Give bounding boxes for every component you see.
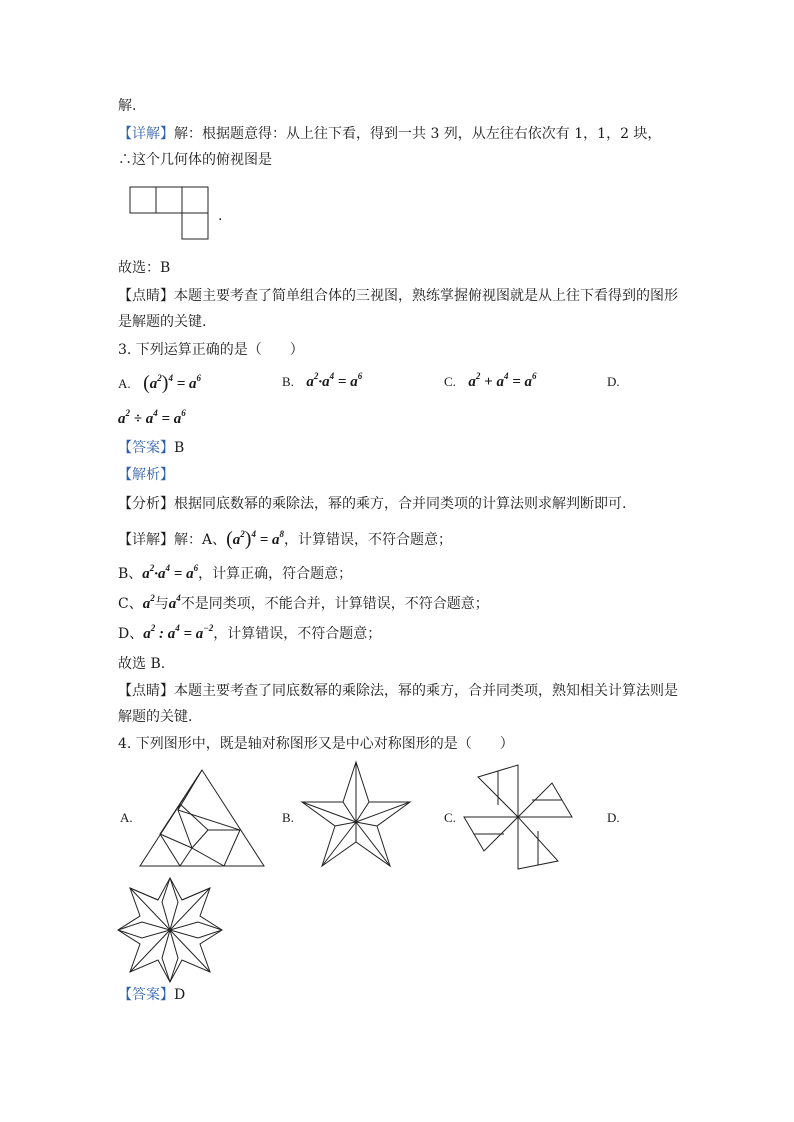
solution-c [118, 594, 489, 615]
option-label: B. [282, 374, 294, 389]
text-line: 故选 B. [118, 656, 166, 672]
text-line: 解题的关键. [118, 709, 193, 725]
q3-option-d [607, 372, 628, 392]
text-line: 解. [118, 98, 137, 114]
review-tag: 【点睛】 [118, 288, 174, 304]
question-4: 4. 下列图形中，既是轴对称图形又是中心对称图形的是（ ） [118, 736, 514, 752]
review-text: 本题主要考查了同底数幂的乘除法，幂的乘方，合并同类项，熟知相关计算法则是 [174, 683, 678, 699]
text-line: 故选：B [118, 260, 171, 276]
solution-tag: 【详解】 [118, 532, 174, 548]
figure-d-ornament [118, 878, 222, 982]
review-line [118, 286, 678, 306]
detail-tag: 【详解】 [118, 126, 174, 142]
square-4 [182, 213, 208, 239]
q3-d-expr: $a^2 \div a^4 = a^6$ [118, 408, 186, 427]
analysis-tag: 【分析】 [118, 496, 174, 512]
detail-text: 解：根据题意得：从上往下看，得到一共 3 列，从左往右依次有 1，1，2 块， [174, 126, 662, 142]
answer-tag: 【答案】 [118, 987, 174, 1003]
solution-suffix: 不是同类项，不能合并，计算错误，不符合题意； [180, 596, 489, 612]
top-view-figure [130, 187, 210, 241]
solution-prefix: B、 [118, 566, 143, 582]
solution-suffix: ，计算错误，不符合题意； [284, 532, 453, 548]
answer-4 [118, 985, 185, 1005]
square-3 [182, 187, 208, 213]
q3-option-a [118, 372, 201, 395]
solution-suffix: ，计算错误，不符合题意； [213, 626, 382, 642]
q4-option-c-label: C. [444, 810, 456, 825]
solution-d-expr: $a^2$ : $a^4 = a^{-2}$ [143, 623, 214, 642]
solution-prefix: 解：A、 [174, 532, 227, 548]
text-line: 是解题的关键. [118, 314, 207, 330]
square-2 [156, 187, 182, 213]
solution-c-expr2: $a^4$ [168, 593, 181, 612]
option-label: D. [607, 374, 620, 389]
solution-prefix: C、 [118, 596, 143, 612]
answer-value: B [174, 440, 185, 456]
detail-line [118, 124, 661, 144]
figure-b-star [302, 762, 412, 868]
option-label: C. [444, 374, 456, 389]
option-label: A. [118, 376, 131, 391]
analysis-text: 根据同底数幂的乘除法，幂的乘方，合并同类项的计算法则求解判断即可. [174, 496, 627, 512]
answer-3 [118, 438, 184, 458]
q3-a-expr: $(a^2)^4 = a^6$ [143, 372, 201, 394]
solution-a-expr: $(a^2)^4 = a^8$ [226, 528, 285, 550]
q4-option-d-label: D. [607, 810, 620, 825]
solution-prefix: D、 [118, 626, 144, 642]
analysis-line [118, 494, 626, 514]
q3-option-b [282, 372, 362, 393]
answer-tag: 【答案】 [118, 440, 174, 456]
review-tag: 【点睛】 [118, 683, 174, 699]
solution-a [118, 528, 452, 551]
text-line: ∴这个几何体的俯视图是 [118, 152, 272, 168]
solution-c-expr1: $a^2$ [142, 593, 155, 612]
review-line [118, 681, 678, 701]
solution-b [118, 564, 352, 585]
answer-value: D [174, 987, 186, 1003]
figure-a-triangle [140, 770, 265, 870]
q3-option-c [444, 372, 537, 393]
solution-conj: 与 [154, 596, 169, 612]
q3-d-expr-line [118, 409, 186, 430]
solution-d [118, 624, 381, 645]
q3-c-expr: $a^2 + a^4 = a^6$ [468, 371, 537, 390]
solution-b-expr: $a^2\cdot a^4 = a^6$ [142, 563, 199, 582]
analysis-header: 【解析】 [118, 467, 174, 483]
square-1 [130, 187, 156, 213]
q4-option-a-label: A. [120, 810, 133, 825]
q3-b-expr: $a^2\cdot a^4 = a^6$ [306, 371, 363, 390]
question-3: 3. 下列运算正确的是（ ） [118, 342, 304, 358]
q4-option-b-label: B. [282, 810, 294, 825]
figure-c-pinwheel [462, 765, 574, 875]
figure-period: . [218, 208, 223, 224]
solution-suffix: ，计算正确，符合题意； [198, 566, 353, 582]
review-text: 本题主要考查了简单组合体的三视图，熟练掌握俯视图就是从上往下看得到的图形 [174, 288, 678, 304]
